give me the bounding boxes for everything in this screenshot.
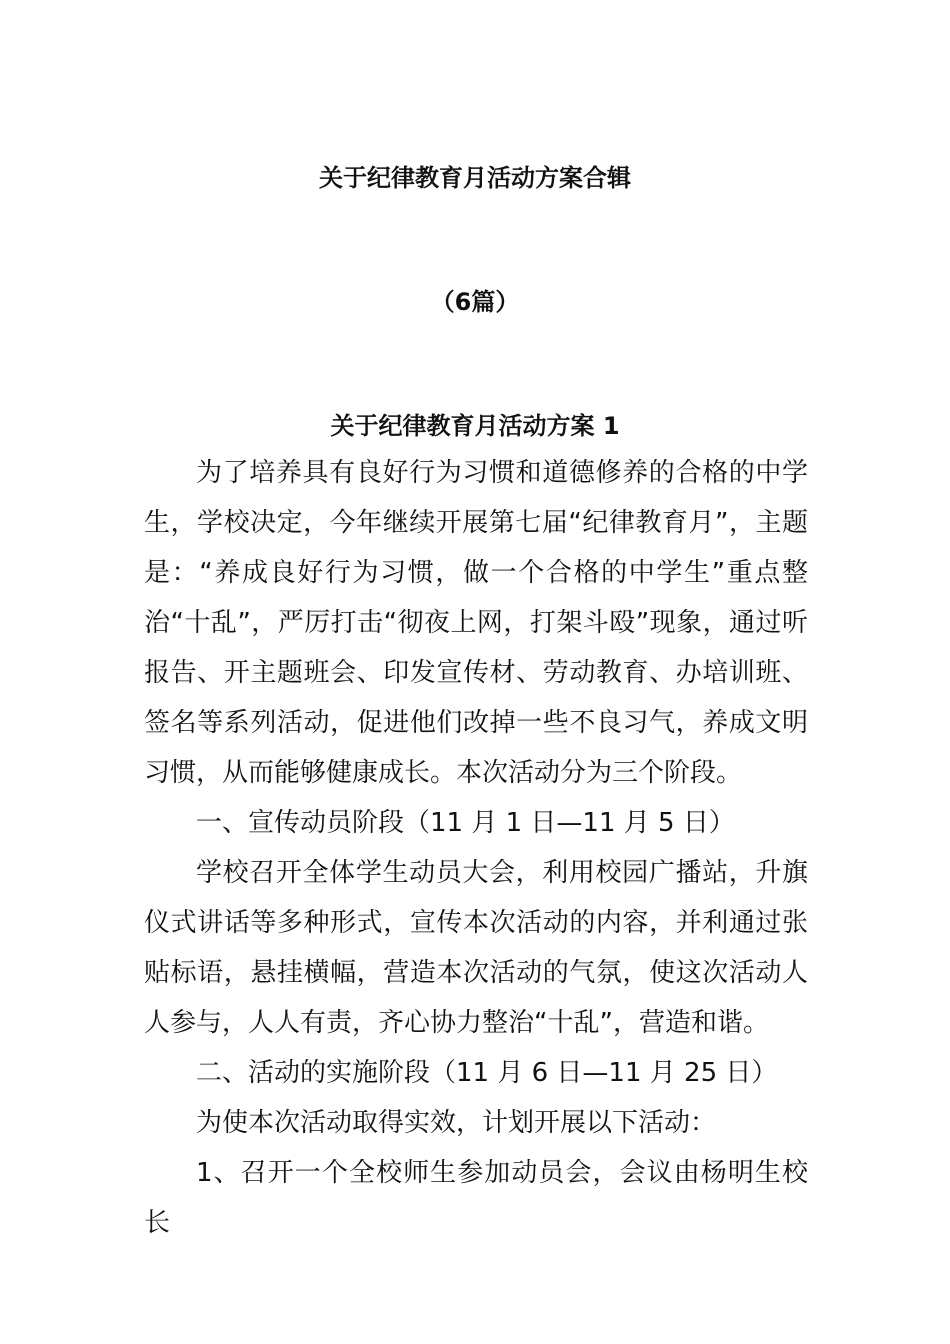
paragraph-phase-two-heading: 二、活动的实施阶段（11 月 6 日—11 月 25 日） (196, 1058, 778, 1088)
paragraph-item-one: 1、召开一个全校师生参加动员会，会议由杨明生校长 (144, 1158, 808, 1238)
paragraph-phase-one-body: 学校召开全体学生动员大会，利用校园广播站，升旗仪式讲话等多种形式，宣传本次活动的内容，并利通过张贴标语，悬挂横幅，营造本次活动的气氛，使这次活动人人参与，人人有责，齐心协力整治“十乱”，营造和谐。 (144, 858, 808, 1038)
document-count: （6篇） (430, 288, 520, 316)
paragraph-intro: 为了培养具有良好行为习惯和道德修养的合格的中学生，学校决定，今年继续开展第七届“纪律教育月”，主题是：“养成良好行为习惯，做一个合格的中学生”重点整治“十乱”，严厉打击“彻夜上网，打架斗殴”现象，通过听报告、开主题班会、印发宣传材、劳动教育、办培训班、签名等系列活动，促进他们改掉一些不良习气，养成文明习惯，从而能够健康成长。本次活动分为三个阶段。 (144, 458, 808, 788)
document-body (144, 448, 808, 1248)
section-title: 关于纪律教育月活动方案 1 (330, 412, 620, 440)
paragraph-phase-two-intro: 为使本次活动取得实效，计划开展以下活动： (196, 1108, 717, 1138)
paragraph-phase-one-heading: 一、宣传动员阶段（11 月 1 日—11 月 5 日） (196, 808, 735, 838)
document-title: 关于纪律教育月活动方案合辑 (319, 164, 631, 192)
